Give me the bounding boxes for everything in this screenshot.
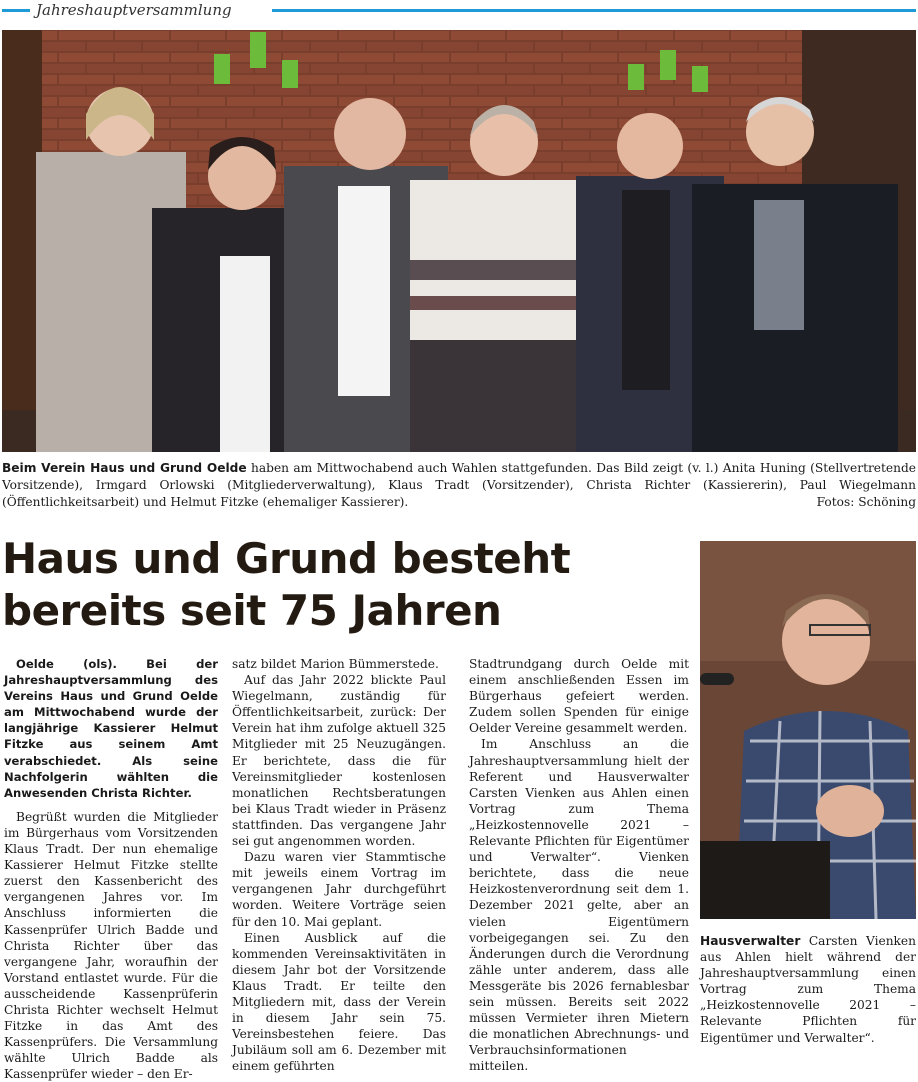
article-paragraph: Im Anschluss an die Jahreshauptversammlung hielt der Referent und Hausverwalter Carsten Vienken aus Ahlen einen Vortrag zum Thema „Heizkostennovelle 2021 – Relevante Pflichten für Eigentümer und Verwalter“. Vienken berichtete, dass die neue Heizkostenverordnung seit dem 1. Dezember 2021 gelte, aber an vielen Eigentümern vorbeigegangen sei. Zu den Änderungen durch die Verordnung zähle unter anderem, dass alle Messgeräte bis 2026 fernablesbar sein müssen. Bereits seit 2022 müssen Vermieter ihren Mietern die monatlichen Abrechnungs- und Verbrauchsinformationen mitteilen. bbox=[469, 737, 689, 1074]
rubric-bar-left bbox=[2, 9, 30, 12]
speaker-caption-text: Carsten Vienken aus Ahlen hielt während der Jahreshauptversammlung einen Vortrag zum Thema „Heizkostennovelle 2021 – Relevante Pflichten für Eigentümer und Verwalter“. bbox=[700, 934, 916, 1045]
article-paragraph: Stadtrundgang durch Oelde mit einem anschließenden Essen im Bürgerhaus gefeiert werden. Zudem sollen Spenden für einige Oelder Vereine gesammelt werden. bbox=[469, 657, 689, 736]
photo-credit: Fotos: Schöning bbox=[816, 495, 916, 509]
rubric-bar-right bbox=[272, 9, 916, 12]
article-paragraph: Dazu waren vier Stammtische mit jeweils einem Vortrag im vergangenen Jahr durchgeführt worden. Weitere Vorträge seien für den 10. Mai geplant. bbox=[232, 850, 446, 929]
speaker-caption-lead: Hausverwalter bbox=[700, 934, 801, 948]
caption-text: haben am Mittwochabend auch Wahlen stattgefunden. Das Bild zeigt (v. l.) Anita Huning (Stellvertretende Vorsitzende), Irmgard Orlowski (Mitgliederverwaltung), Klaus Tradt (Vorsitzender), Christa Richter (Kassiererin), Paul Wiegelmann (Öffentlichkeitsarbeit) und Helmut Fitzke (ehemaliger Kassierer). bbox=[2, 461, 916, 509]
headline bbox=[2, 533, 692, 637]
group-photo bbox=[2, 30, 916, 452]
article-paragraph: Begrüßt wurden die Mitglieder im Bürgerhaus vom Vorsitzenden Klaus Tradt. Der nun ehemalige Kassierer Helmut Fitzke stellte zuerst den Kassenbericht des vergangenen Jahres vor. Im Anschluss informierten die Kassenprüfer Ulrich Badde und Christa Richter über das vergangene Jahr, woraufhin der Vorstand entlastet wurde. Für die ausscheidende Kassenprüferin Christa Richter wechselt Helmut Fitzke in das Amt des Kassenprüfers. Die Versammlung wählte Ulrich Badde als Kassenprüfer wieder – den Er- bbox=[4, 809, 218, 1082]
article-paragraph: Auf das Jahr 2022 blickte Paul Wiegelmann, zuständig für Öffentlichkeitsarbeit, zurück: Der Verein hat ihm zufolge aktuell 325 Mitglieder mit 25 Neuzugängen. Er berichtete, dass die für Vereinsmitglieder kostenlosen monatlichen Rechtsberatungen bei Klaus Tradt wieder in Präsenz stattfinden. Das vergangene Jahr sei gut angenommen worden. bbox=[232, 673, 446, 849]
photo-caption bbox=[2, 460, 916, 511]
caption-lead: Beim Verein Haus und Grund Oelde bbox=[2, 461, 247, 475]
headline-line-2: bereits seit 75 Jahren bbox=[2, 586, 502, 635]
article-column-3 bbox=[469, 656, 689, 1074]
article-column-2 bbox=[232, 656, 446, 1074]
article-paragraph: satz bildet Marion Bümmerstede. bbox=[232, 657, 439, 671]
headline-line-1: Haus und Grund besteht bbox=[2, 534, 571, 583]
speaker-caption bbox=[700, 933, 916, 1046]
article-lead: Oelde (ols). Bei der Jahreshauptversammlung des Vereins Haus und Grund Oelde am Mittwochabend wurde der langjährige Kassierer Helmut Fitzke aus seinem Amt verabschiedet. Als seine Nachfolgerin wählten die Anwesenden Christa Richter. bbox=[4, 657, 218, 800]
article-paragraph: Einen Ausblick auf die kommenden Vereinsaktivitäten in diesem Jahr bot der Vorsitzende Klaus Tradt. Er teilte den Mitgliedern mit, dass der Verein in diesem Jahr sein 75. Vereinsbestehen feiere. Das Jubiläum soll am 6. Dezember mit einem geführten bbox=[232, 930, 446, 1074]
article-column-1 bbox=[4, 656, 218, 1082]
speaker-photo bbox=[700, 541, 916, 919]
rubric-label: Jahreshauptversammlung bbox=[36, 1, 232, 19]
section-rubric bbox=[0, 0, 918, 22]
